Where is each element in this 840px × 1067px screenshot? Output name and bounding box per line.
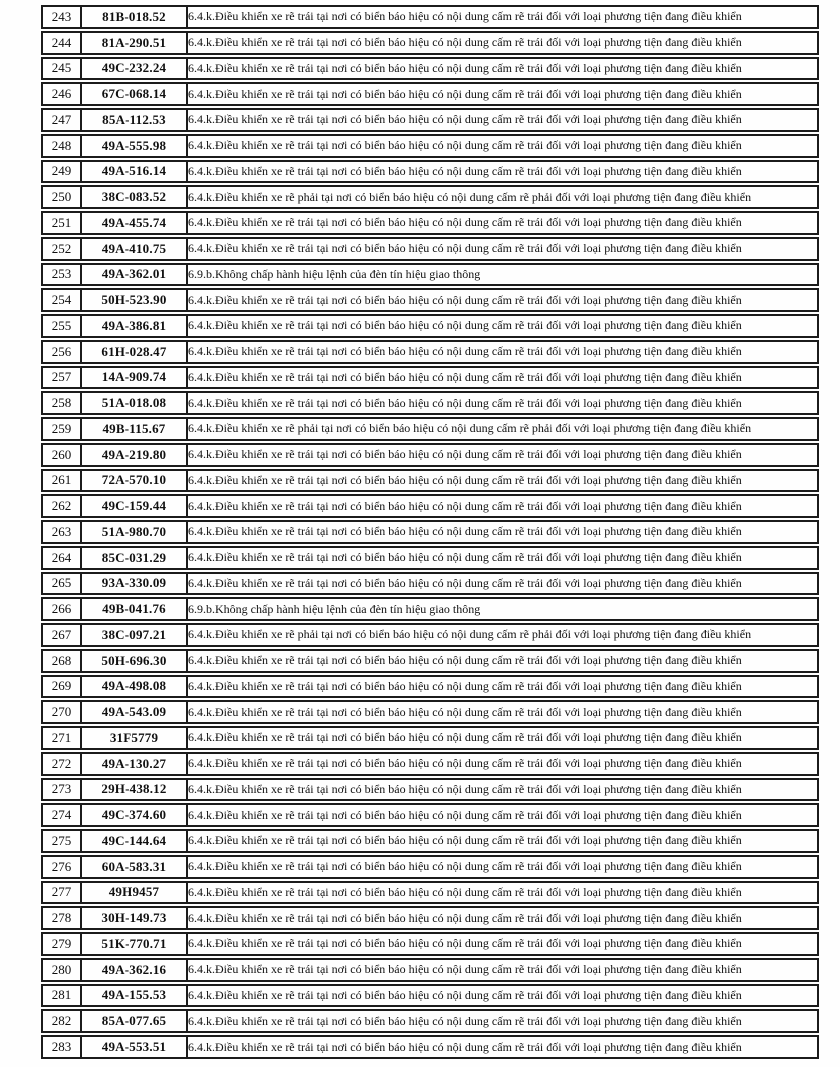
violation-text-cell: 6.4.k.Điều khiển xe rẽ trái tại nơi có biển báo hiệu có nội dung cấm rẽ trái đối với loại phương tiện đang điều khiển — [188, 288, 819, 312]
license-plate-cell: 49A-386.81 — [82, 314, 188, 338]
row-number-cell: 275 — [41, 829, 82, 853]
violation-text-cell: 6.4.k.Điều khiển xe rẽ trái tại nơi có biển báo hiệu có nội dung cấm rẽ trái đối với loại phương tiện đang điều khiển — [188, 906, 819, 930]
license-plate-cell: 49A-362.16 — [82, 958, 188, 982]
violation-table-row — [41, 469, 819, 493]
violation-text-cell: 6.4.k.Điều khiển xe rẽ trái tại nơi có biển báo hiệu có nội dung cấm rẽ trái đối với loại phương tiện đang điều khiển — [188, 31, 819, 55]
license-plate-cell: 51A-018.08 — [82, 391, 188, 415]
row-number-cell: 249 — [41, 160, 82, 184]
violation-table-row — [41, 649, 819, 673]
row-number-cell: 271 — [41, 726, 82, 750]
license-plate-cell: 49A-498.08 — [82, 675, 188, 699]
license-plate-cell: 93A-330.09 — [82, 572, 188, 596]
license-plate-cell: 81A-290.51 — [82, 31, 188, 55]
violation-table-row — [41, 1009, 819, 1033]
row-number-cell: 272 — [41, 752, 82, 776]
violation-text-cell: 6.4.k.Điều khiển xe rẽ trái tại nơi có biển báo hiệu có nội dung cấm rẽ trái đối với loại phương tiện đang điều khiển — [188, 366, 819, 390]
violation-table-row — [41, 700, 819, 724]
row-number-cell: 248 — [41, 134, 82, 158]
row-number-cell: 269 — [41, 675, 82, 699]
license-plate-cell: 49A-543.09 — [82, 700, 188, 724]
violation-text-cell: 6.4.k.Điều khiển xe rẽ trái tại nơi có biển báo hiệu có nội dung cấm rẽ trái đối với loại phương tiện đang điều khiển — [188, 469, 819, 493]
violation-text-cell: 6.4.k.Điều khiển xe rẽ trái tại nơi có biển báo hiệu có nội dung cấm rẽ trái đối với loại phương tiện đang điều khiển — [188, 82, 819, 106]
violation-table-row — [41, 211, 819, 235]
row-number-cell: 267 — [41, 623, 82, 647]
violation-table-row — [41, 288, 819, 312]
row-number-cell: 252 — [41, 237, 82, 261]
row-number-cell: 261 — [41, 469, 82, 493]
violation-table-row — [41, 366, 819, 390]
row-number-cell: 265 — [41, 572, 82, 596]
license-plate-cell: 29H-438.12 — [82, 778, 188, 802]
license-plate-cell: 38C-097.21 — [82, 623, 188, 647]
violation-table-row — [41, 881, 819, 905]
row-number-cell: 243 — [41, 5, 82, 29]
violation-table — [41, 3, 819, 1061]
row-number-cell: 264 — [41, 546, 82, 570]
violation-text-cell: 6.4.k.Điều khiển xe rẽ trái tại nơi có biển báo hiệu có nội dung cấm rẽ trái đối với loại phương tiện đang điều khiển — [188, 211, 819, 235]
violation-table-row — [41, 82, 819, 106]
violation-text-cell: 6.4.k.Điều khiển xe rẽ trái tại nơi có biển báo hiệu có nội dung cấm rẽ trái đối với loại phương tiện đang điều khiển — [188, 572, 819, 596]
license-plate-cell: 49B-115.67 — [82, 417, 188, 441]
violation-table-row — [41, 572, 819, 596]
violation-text-cell: 6.4.k.Điều khiển xe rẽ trái tại nơi có biển báo hiệu có nội dung cấm rẽ trái đối với loại phương tiện đang điều khiển — [188, 340, 819, 364]
row-number-cell: 274 — [41, 803, 82, 827]
row-number-cell: 260 — [41, 443, 82, 467]
violation-table-row — [41, 340, 819, 364]
license-plate-cell: 30H-149.73 — [82, 906, 188, 930]
license-plate-cell: 49A-555.98 — [82, 134, 188, 158]
row-number-cell: 247 — [41, 108, 82, 132]
license-plate-cell: 51A-980.70 — [82, 520, 188, 544]
violation-text-cell: 6.4.k.Điều khiển xe rẽ trái tại nơi có biển báo hiệu có nội dung cấm rẽ trái đối với loại phương tiện đang điều khiển — [188, 984, 819, 1008]
license-plate-cell: 49C-159.44 — [82, 494, 188, 518]
violation-text-cell: 6.9.b.Không chấp hành hiệu lệnh của đèn tín hiệu giao thông — [188, 263, 819, 287]
row-number-cell: 262 — [41, 494, 82, 518]
license-plate-cell: 31F5779 — [82, 726, 188, 750]
license-plate-cell: 49C-374.60 — [82, 803, 188, 827]
violation-table-row — [41, 1035, 819, 1059]
license-plate-cell: 49B-041.76 — [82, 597, 188, 621]
violation-text-cell: 6.4.k.Điều khiển xe rẽ trái tại nơi có biển báo hiệu có nội dung cấm rẽ trái đối với loại phương tiện đang điều khiển — [188, 237, 819, 261]
violation-text-cell: 6.4.k.Điều khiển xe rẽ trái tại nơi có biển báo hiệu có nội dung cấm rẽ trái đối với loại phương tiện đang điều khiển — [188, 829, 819, 853]
violation-table-row — [41, 391, 819, 415]
violation-text-cell: 6.4.k.Điều khiển xe rẽ phải tại nơi có biển báo hiệu có nội dung cấm rẽ phải đối với loại phương tiện đang điều khiển — [188, 623, 819, 647]
row-number-cell: 266 — [41, 597, 82, 621]
row-number-cell: 263 — [41, 520, 82, 544]
violation-text-cell: 6.4.k.Điều khiển xe rẽ phải tại nơi có biển báo hiệu có nội dung cấm rẽ phải đối với loại phương tiện đang điều khiển — [188, 185, 819, 209]
row-number-cell: 244 — [41, 31, 82, 55]
violation-table-row — [41, 906, 819, 930]
license-plate-cell: 85A-112.53 — [82, 108, 188, 132]
license-plate-cell: 49A-553.51 — [82, 1035, 188, 1059]
violation-table-row — [41, 5, 819, 29]
violation-table-row — [41, 31, 819, 55]
violation-text-cell: 6.4.k.Điều khiển xe rẽ trái tại nơi có biển báo hiệu có nội dung cấm rẽ trái đối với loại phương tiện đang điều khiển — [188, 649, 819, 673]
license-plate-cell: 49A-219.80 — [82, 443, 188, 467]
row-number-cell: 280 — [41, 958, 82, 982]
violation-table-row — [41, 520, 819, 544]
violation-table-row — [41, 494, 819, 518]
violation-text-cell: 6.4.k.Điều khiển xe rẽ trái tại nơi có biển báo hiệu có nội dung cấm rẽ trái đối với loại phương tiện đang điều khiển — [188, 391, 819, 415]
row-number-cell: 282 — [41, 1009, 82, 1033]
violation-table-row — [41, 675, 819, 699]
violation-text-cell: 6.4.k.Điều khiển xe rẽ trái tại nơi có biển báo hiệu có nội dung cấm rẽ trái đối với loại phương tiện đang điều khiển — [188, 881, 819, 905]
violation-table-row — [41, 108, 819, 132]
violation-table-row — [41, 752, 819, 776]
violation-text-cell: 6.4.k.Điều khiển xe rẽ trái tại nơi có biển báo hiệu có nội dung cấm rẽ trái đối với loại phương tiện đang điều khiển — [188, 778, 819, 802]
violation-table-row — [41, 958, 819, 982]
violation-table-row — [41, 134, 819, 158]
violation-text-cell: 6.4.k.Điều khiển xe rẽ trái tại nơi có biển báo hiệu có nội dung cấm rẽ trái đối với loại phương tiện đang điều khiển — [188, 108, 819, 132]
license-plate-cell: 85C-031.29 — [82, 546, 188, 570]
row-number-cell: 251 — [41, 211, 82, 235]
violation-text-cell: 6.4.k.Điều khiển xe rẽ trái tại nơi có biển báo hiệu có nội dung cấm rẽ trái đối với loại phương tiện đang điều khiển — [188, 700, 819, 724]
violation-text-cell: 6.4.k.Điều khiển xe rẽ trái tại nơi có biển báo hiệu có nội dung cấm rẽ trái đối với loại phương tiện đang điều khiển — [188, 752, 819, 776]
violation-text-cell: 6.4.k.Điều khiển xe rẽ trái tại nơi có biển báo hiệu có nội dung cấm rẽ trái đối với loại phương tiện đang điều khiển — [188, 57, 819, 81]
row-number-cell: 259 — [41, 417, 82, 441]
violation-table-row — [41, 546, 819, 570]
violation-table-row — [41, 237, 819, 261]
row-number-cell: 268 — [41, 649, 82, 673]
row-number-cell: 250 — [41, 185, 82, 209]
violation-text-cell: 6.4.k.Điều khiển xe rẽ trái tại nơi có biển báo hiệu có nội dung cấm rẽ trái đối với loại phương tiện đang điều khiển — [188, 5, 819, 29]
violation-text-cell: 6.4.k.Điều khiển xe rẽ trái tại nơi có biển báo hiệu có nội dung cấm rẽ trái đối với loại phương tiện đang điều khiển — [188, 160, 819, 184]
row-number-cell: 258 — [41, 391, 82, 415]
violation-text-cell: 6.4.k.Điều khiển xe rẽ trái tại nơi có biển báo hiệu có nội dung cấm rẽ trái đối với loại phương tiện đang điều khiển — [188, 546, 819, 570]
license-plate-cell: 72A-570.10 — [82, 469, 188, 493]
violation-table-row — [41, 623, 819, 647]
row-number-cell: 246 — [41, 82, 82, 106]
license-plate-cell: 61H-028.47 — [82, 340, 188, 364]
violation-table-row — [41, 160, 819, 184]
violation-table-row — [41, 932, 819, 956]
violation-text-cell: 6.4.k.Điều khiển xe rẽ trái tại nơi có biển báo hiệu có nội dung cấm rẽ trái đối với loại phương tiện đang điều khiển — [188, 932, 819, 956]
row-number-cell: 276 — [41, 855, 82, 879]
license-plate-cell: 60A-583.31 — [82, 855, 188, 879]
violation-text-cell: 6.4.k.Điều khiển xe rẽ trái tại nơi có biển báo hiệu có nội dung cấm rẽ trái đối với loại phương tiện đang điều khiển — [188, 1009, 819, 1033]
violation-table-row — [41, 263, 819, 287]
violation-text-cell: 6.4.k.Điều khiển xe rẽ trái tại nơi có biển báo hiệu có nội dung cấm rẽ trái đối với loại phương tiện đang điều khiển — [188, 443, 819, 467]
license-plate-cell: 49H9457 — [82, 881, 188, 905]
license-plate-cell: 49A-410.75 — [82, 237, 188, 261]
violation-table-row — [41, 57, 819, 81]
license-plate-cell: 49A-516.14 — [82, 160, 188, 184]
license-plate-cell: 51K-770.71 — [82, 932, 188, 956]
row-number-cell: 270 — [41, 700, 82, 724]
license-plate-cell: 85A-077.65 — [82, 1009, 188, 1033]
license-plate-cell: 49A-130.27 — [82, 752, 188, 776]
row-number-cell: 255 — [41, 314, 82, 338]
violation-text-cell: 6.4.k.Điều khiển xe rẽ trái tại nơi có biển báo hiệu có nội dung cấm rẽ trái đối với loại phương tiện đang điều khiển — [188, 675, 819, 699]
violation-table-row — [41, 597, 819, 621]
license-plate-cell: 38C-083.52 — [82, 185, 188, 209]
row-number-cell: 245 — [41, 57, 82, 81]
row-number-cell: 257 — [41, 366, 82, 390]
row-number-cell: 256 — [41, 340, 82, 364]
violation-table-row — [41, 314, 819, 338]
license-plate-cell: 14A-909.74 — [82, 366, 188, 390]
row-number-cell: 273 — [41, 778, 82, 802]
violation-table-row — [41, 185, 819, 209]
violation-text-cell: 6.4.k.Điều khiển xe rẽ trái tại nơi có biển báo hiệu có nội dung cấm rẽ trái đối với loại phương tiện đang điều khiển — [188, 958, 819, 982]
license-plate-cell: 49A-455.74 — [82, 211, 188, 235]
violation-text-cell: 6.4.k.Điều khiển xe rẽ trái tại nơi có biển báo hiệu có nội dung cấm rẽ trái đối với loại phương tiện đang điều khiển — [188, 494, 819, 518]
violation-text-cell: 6.4.k.Điều khiển xe rẽ trái tại nơi có biển báo hiệu có nội dung cấm rẽ trái đối với loại phương tiện đang điều khiển — [188, 520, 819, 544]
violation-text-cell: 6.9.b.Không chấp hành hiệu lệnh của đèn tín hiệu giao thông — [188, 597, 819, 621]
violation-text-cell: 6.4.k.Điều khiển xe rẽ trái tại nơi có biển báo hiệu có nội dung cấm rẽ trái đối với loại phương tiện đang điều khiển — [188, 855, 819, 879]
violation-text-cell: 6.4.k.Điều khiển xe rẽ trái tại nơi có biển báo hiệu có nội dung cấm rẽ trái đối với loại phương tiện đang điều khiển — [188, 726, 819, 750]
violation-table-row — [41, 417, 819, 441]
violation-table-row — [41, 855, 819, 879]
row-number-cell: 281 — [41, 984, 82, 1008]
violation-text-cell: 6.4.k.Điều khiển xe rẽ phải tại nơi có biển báo hiệu có nội dung cấm rẽ phải đối với loại phương tiện đang điều khiển — [188, 417, 819, 441]
row-number-cell: 283 — [41, 1035, 82, 1059]
violation-table-row — [41, 984, 819, 1008]
violation-text-cell: 6.4.k.Điều khiển xe rẽ trái tại nơi có biển báo hiệu có nội dung cấm rẽ trái đối với loại phương tiện đang điều khiển — [188, 1035, 819, 1059]
row-number-cell: 279 — [41, 932, 82, 956]
violation-table-row — [41, 443, 819, 467]
violation-table-body — [41, 5, 819, 1059]
license-plate-cell: 50H-696.30 — [82, 649, 188, 673]
license-plate-cell: 49A-362.01 — [82, 263, 188, 287]
violation-text-cell: 6.4.k.Điều khiển xe rẽ trái tại nơi có biển báo hiệu có nội dung cấm rẽ trái đối với loại phương tiện đang điều khiển — [188, 134, 819, 158]
violation-table-row — [41, 829, 819, 853]
row-number-cell: 277 — [41, 881, 82, 905]
row-number-cell: 254 — [41, 288, 82, 312]
license-plate-cell: 49C-232.24 — [82, 57, 188, 81]
license-plate-cell: 81B-018.52 — [82, 5, 188, 29]
license-plate-cell: 49C-144.64 — [82, 829, 188, 853]
violation-text-cell: 6.4.k.Điều khiển xe rẽ trái tại nơi có biển báo hiệu có nội dung cấm rẽ trái đối với loại phương tiện đang điều khiển — [188, 314, 819, 338]
license-plate-cell: 49A-155.53 — [82, 984, 188, 1008]
row-number-cell: 253 — [41, 263, 82, 287]
violation-text-cell: 6.4.k.Điều khiển xe rẽ trái tại nơi có biển báo hiệu có nội dung cấm rẽ trái đối với loại phương tiện đang điều khiển — [188, 803, 819, 827]
violation-table-row — [41, 726, 819, 750]
license-plate-cell: 50H-523.90 — [82, 288, 188, 312]
row-number-cell: 278 — [41, 906, 82, 930]
violation-table-row — [41, 778, 819, 802]
license-plate-cell: 67C-068.14 — [82, 82, 188, 106]
violation-table-row — [41, 803, 819, 827]
